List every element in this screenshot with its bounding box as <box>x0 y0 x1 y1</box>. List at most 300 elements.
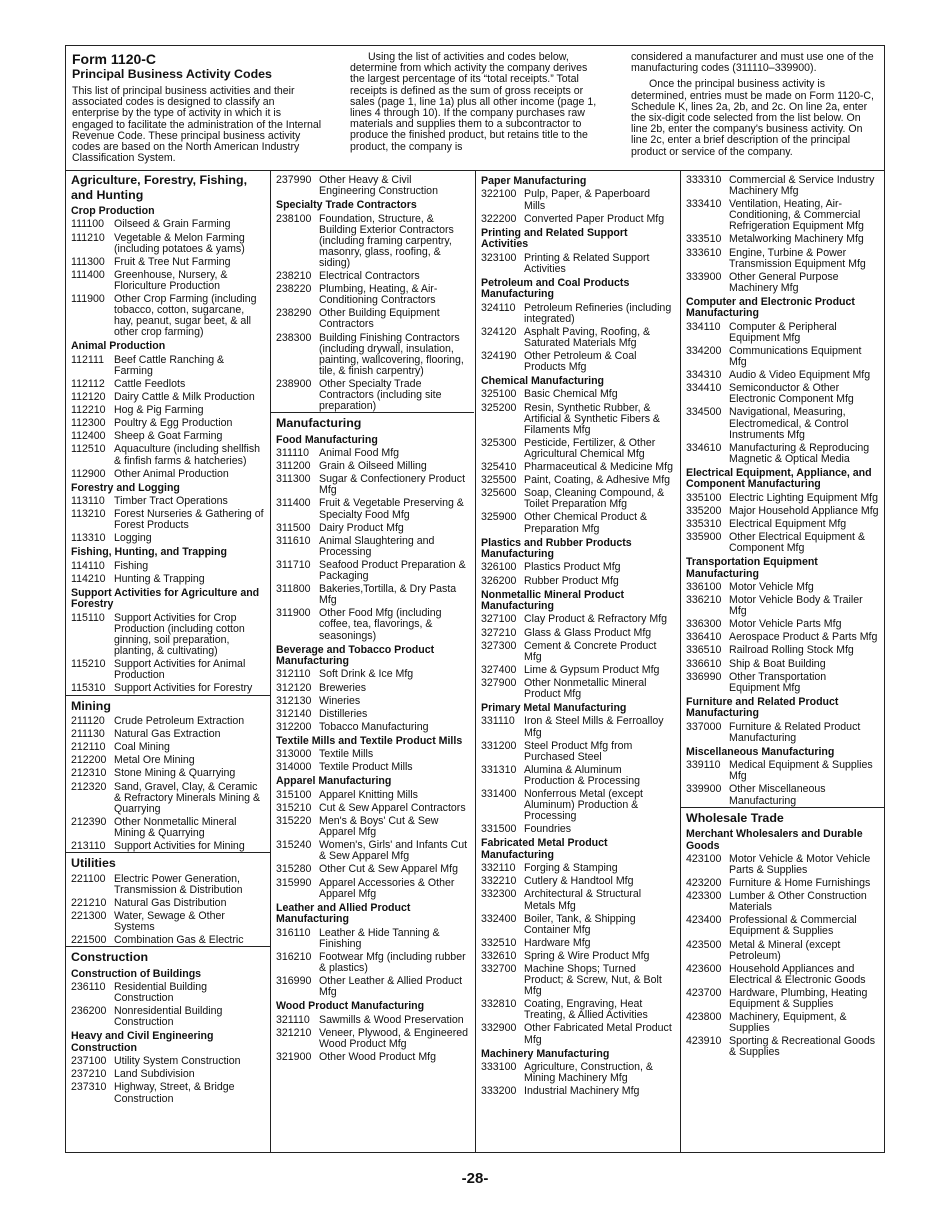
activity-code-row <box>71 716 265 727</box>
activity-code-row <box>481 512 674 534</box>
activity-code-row <box>276 448 469 459</box>
subsector-heading: Fishing, Hunting, and Trapping <box>71 546 227 559</box>
activity-code: 315240 <box>276 839 312 852</box>
activity-code-row <box>71 742 265 753</box>
activity-code-row <box>276 928 469 950</box>
activity-code-row <box>481 665 674 676</box>
activity-code-row <box>71 659 265 681</box>
form-subtitle: Principal Business Activity Codes <box>72 67 272 81</box>
activity-code: 112510 <box>71 443 106 456</box>
activity-description: Cutlery & Handtool Mfg <box>524 875 634 888</box>
activity-code-row <box>481 214 674 225</box>
activity-code-row <box>686 964 879 986</box>
activity-code-row <box>276 1015 469 1026</box>
activity-code-row <box>481 863 674 874</box>
activity-code-row <box>71 729 265 740</box>
activity-code-row <box>481 678 674 700</box>
activity-code-row <box>481 741 674 763</box>
activity-code: 315220 <box>276 815 312 828</box>
activity-code: 311800 <box>276 583 311 596</box>
activity-code-row <box>276 474 469 496</box>
activity-code: 316110 <box>276 926 311 939</box>
activity-code: 333900 <box>686 270 722 283</box>
activity-code: 332610 <box>481 949 517 962</box>
instructions-paragraph: Using the list of activities and codes below, determine from which activity the company derives the largest percentage of its “total receipts.” Total receipts is defined as the sum of gross receipts or sales (page 1, line 1a) plus all other income (page 1, lines 4 through 10). If the company purchases raw materials and supplies them to a subcontractor to produce the finished product, but retains title to the product, the company is <box>350 51 597 153</box>
activity-description: Resin, Synthetic Rubber, & Artificial & Synthetic Fibers & Filaments Mfg <box>524 401 660 436</box>
header-middle <box>350 52 600 153</box>
activity-code-row <box>686 443 879 465</box>
activity-code: 211120 <box>71 715 105 728</box>
activity-description: Other Leather & Allied Product Mfg <box>319 974 463 998</box>
activity-code: 238210 <box>276 270 312 283</box>
activity-description: Highway, Street, & Bridge Construction <box>114 1081 235 1105</box>
activity-code: 313000 <box>276 748 312 761</box>
activity-description: Other Heavy & Civil Engineering Construction <box>319 174 438 198</box>
activity-code-row <box>71 817 265 839</box>
activity-code: 111300 <box>71 255 105 268</box>
activity-code: 335310 <box>686 517 722 530</box>
activity-description: Foundation, Structure, & Building Exterior Contractors (including framing carpentry, masonry, glass, roofing, & siding) <box>319 212 454 269</box>
activity-code: 423600 <box>686 962 722 975</box>
activity-code: 111900 <box>71 292 105 305</box>
activity-code: 211130 <box>71 728 105 741</box>
activity-code-row <box>481 876 674 887</box>
activity-code: 112900 <box>71 467 106 480</box>
activity-description: Animal Slaughtering and Processing <box>319 534 435 558</box>
activity-description: Ventilation, Heating, Air-Conditioning, & Commercial Refrigeration Equipment Mfg <box>729 198 864 233</box>
activity-code-row <box>686 370 879 381</box>
activity-code-row <box>71 469 265 480</box>
activity-code: 316990 <box>276 974 312 987</box>
activity-description: Breweries <box>319 681 367 694</box>
subsector-heading: Chemical Manufacturing <box>481 375 605 388</box>
activity-code: 112300 <box>71 417 106 430</box>
activity-description: Oilseed & Grain Farming <box>114 218 231 231</box>
activity-code-row <box>686 407 879 440</box>
activity-description: Metal & Mineral (except Petroleum) <box>729 938 841 962</box>
activity-code-row <box>276 669 469 680</box>
activity-code-row <box>276 749 469 760</box>
activity-code: 335200 <box>686 504 722 517</box>
activity-code-row <box>686 322 879 344</box>
activity-code-row <box>276 608 469 641</box>
subsector-heading: Heavy and Civil Engineering Construction <box>71 1030 214 1054</box>
activity-code: 237990 <box>276 174 312 186</box>
activity-code: 312130 <box>276 694 312 707</box>
activity-code-row <box>481 1023 674 1045</box>
activity-description: Timber Tract Operations <box>114 495 228 508</box>
activity-code: 331310 <box>481 763 517 776</box>
activity-description: Hardware Mfg <box>524 936 591 949</box>
activity-code-row <box>481 716 674 738</box>
activity-code-row <box>276 864 469 875</box>
activity-code: 423500 <box>686 938 722 951</box>
activity-code-row <box>71 898 265 909</box>
activity-code-row <box>686 532 879 554</box>
activity-description: Sawmills & Wood Preservation <box>319 1013 464 1026</box>
activity-description: Major Household Appliance Mfg <box>729 504 879 517</box>
activity-code: 311710 <box>276 558 311 571</box>
activity-description: Communications Equipment Mfg <box>729 344 862 369</box>
activity-code-row <box>276 379 469 412</box>
activity-description: Ship & Boat Building <box>729 657 826 670</box>
activity-code: 237210 <box>71 1068 107 1081</box>
activity-code-row <box>276 803 469 814</box>
subsector-heading: Merchant Wholesalers and Durable Goods <box>686 828 863 852</box>
activity-description: Machinery, Equipment, & Supplies <box>729 1011 847 1035</box>
activity-code-row <box>71 379 265 390</box>
subsector-heading: Nonmetallic Mineral Product Manufacturing <box>481 588 625 612</box>
activity-code-row <box>481 1086 674 1097</box>
activity-code-row <box>481 389 674 400</box>
activity-code-row <box>481 562 674 573</box>
activity-code-row <box>481 253 674 275</box>
activity-description: Machine Shops; Turned Product; & Screw, Nut, & Bolt Mfg <box>524 962 662 998</box>
subsector-heading: Animal Production <box>71 340 166 353</box>
activity-code-row <box>481 462 674 473</box>
activity-description: Building Finishing Contractors (including drywall, insulation, painting, wallcovering, flooring, tile, & finish carpentry) <box>319 331 464 377</box>
activity-description: Cut & Sew Apparel Contractors <box>319 801 466 814</box>
activity-code-row <box>686 632 879 643</box>
activity-code: 323100 <box>481 251 517 264</box>
activity-code-row <box>71 392 265 403</box>
activity-code-row <box>276 214 469 269</box>
activity-description: Asphalt Paving, Roofing, & Saturated Materials Mfg <box>524 325 651 349</box>
activity-code: 311300 <box>276 473 311 486</box>
activity-description: Support Activities for Mining <box>114 839 245 852</box>
activity-code: 334110 <box>686 320 721 333</box>
activity-code: 321110 <box>276 1013 310 1026</box>
activity-code-row <box>686 175 879 197</box>
activity-code: 324190 <box>481 349 517 362</box>
activity-code-row <box>276 175 469 197</box>
activity-code-row <box>276 536 469 558</box>
activity-code-row <box>71 874 265 896</box>
activity-code-row <box>71 574 265 585</box>
activity-code-row <box>481 403 674 436</box>
activity-code-row <box>276 271 469 282</box>
activity-description: Crude Petroleum Extraction <box>114 715 245 728</box>
activity-description: Beef Cattle Ranching & Farming <box>114 353 225 377</box>
activity-code-row <box>276 840 469 862</box>
activity-description: Steel Product Mfg from Purchased Steel <box>524 739 633 763</box>
activity-description: Electrical Contractors <box>319 270 420 283</box>
activity-code-row <box>71 1082 265 1104</box>
activity-code-row <box>686 346 879 368</box>
activity-code-row <box>71 1006 265 1028</box>
activity-code-row <box>481 189 674 211</box>
activity-description: Hunting & Trapping <box>114 572 205 585</box>
activity-code: 111400 <box>71 268 105 281</box>
activity-code: 212390 <box>71 815 107 828</box>
activity-code: 327400 <box>481 663 517 676</box>
activity-code: 333610 <box>686 246 722 259</box>
activity-description: Architectural & Structural Metals Mfg <box>524 888 642 912</box>
activity-code-row <box>686 940 879 962</box>
activity-code: 336610 <box>686 657 722 670</box>
activity-code-row <box>686 234 879 245</box>
header-right <box>631 52 879 158</box>
activity-code: 322200 <box>481 212 517 225</box>
code-column-1 <box>66 171 270 1153</box>
activity-description: Stone Mining & Quarrying <box>114 767 236 780</box>
activity-code: 335900 <box>686 530 722 543</box>
subsector-heading: Crop Production <box>71 205 155 217</box>
activity-code: 238100 <box>276 212 312 225</box>
activity-code: 325100 <box>481 388 517 401</box>
subsector-heading: Wood Product Manufacturing <box>276 1000 425 1013</box>
activity-code-row <box>71 1069 265 1080</box>
activity-code-row <box>686 506 879 517</box>
activity-code: 333100 <box>481 1061 517 1074</box>
activity-code-row <box>276 790 469 801</box>
activity-description: Distilleries <box>319 707 368 720</box>
activity-code-row <box>71 233 265 255</box>
activity-code-row <box>71 431 265 442</box>
sector-heading: Mining <box>66 695 270 715</box>
activity-code: 212310 <box>71 767 107 780</box>
page-number: -28- <box>461 1170 489 1187</box>
activity-code-row <box>481 789 674 822</box>
activity-code: 423200 <box>686 877 722 890</box>
activity-code: 333200 <box>481 1085 517 1098</box>
activity-code-row <box>276 816 469 838</box>
activity-description: Textile Product Mills <box>319 761 413 774</box>
activity-code: 115310 <box>71 682 106 695</box>
activity-code: 332900 <box>481 1022 517 1035</box>
activity-description: Spring & Wire Product Mfg <box>524 949 650 962</box>
activity-code: 112112 <box>71 377 105 390</box>
activity-code: 213110 <box>71 839 106 852</box>
activity-code-row <box>481 889 674 911</box>
activity-code: 333510 <box>686 233 722 246</box>
activity-code-row <box>481 488 674 510</box>
subsector-heading: Electrical Equipment, Appliance, and Component Manufacturing <box>686 466 872 491</box>
activity-description: Medical Equipment & Supplies Mfg <box>729 759 873 783</box>
activity-code: 331200 <box>481 739 517 752</box>
activity-description: Men's & Boys' Cut & Sew Apparel Mfg <box>319 815 439 839</box>
activity-description: Fruit & Vegetable Preserving & Specialty Food Mfg <box>319 497 464 521</box>
activity-code: 212200 <box>71 754 107 767</box>
activity-code: 334500 <box>686 406 722 419</box>
activity-description: Railroad Rolling Stock Mfg <box>729 644 854 657</box>
activity-description: Poultry & Egg Production <box>114 417 233 430</box>
activity-description: Other Transportation Equipment Mfg <box>729 670 827 694</box>
activity-description: Basic Chemical Mfg <box>524 388 618 401</box>
activity-code-row <box>481 964 674 997</box>
activity-code-row <box>71 613 265 657</box>
subsector-heading: Forestry and Logging <box>71 481 180 494</box>
activity-description: Nonferrous Metal (except Aluminum) Production & Processing <box>524 788 643 823</box>
activity-code-row <box>686 272 879 294</box>
activity-code: 114110 <box>71 559 105 572</box>
activity-code: 212110 <box>71 741 106 754</box>
activity-code: 221100 <box>71 872 106 885</box>
activity-description: Semiconductor & Other Electronic Component Mfg <box>729 382 854 406</box>
activity-code-row <box>71 509 265 531</box>
activity-description: Boiler, Tank, & Shipping Container Mfg <box>524 912 636 936</box>
activity-code: 423800 <box>686 1011 722 1024</box>
activity-code: 236200 <box>71 1005 107 1018</box>
activity-description: Nonresidential Building Construction <box>114 1005 223 1029</box>
activity-code: 334410 <box>686 382 722 395</box>
activity-code: 324120 <box>481 325 517 338</box>
subsector-heading: Plastics and Rubber Products Manufacturing <box>481 536 632 560</box>
code-columns <box>66 171 884 1153</box>
activity-description: Animal Food Mfg <box>319 447 400 460</box>
activity-description: Support Activities for Crop Production (including cotton ginning, soil preparation, planting, & cultivating) <box>114 611 245 658</box>
activity-description: Iron & Steel Mills & Ferroalloy Mfg <box>524 715 664 739</box>
activity-code: 332510 <box>481 936 517 949</box>
activity-code: 327210 <box>481 626 517 639</box>
activity-code-row <box>276 1028 469 1050</box>
activity-code-row <box>276 333 469 377</box>
activity-code: 221500 <box>71 934 107 947</box>
activity-description: Cement & Concrete Product Mfg <box>524 639 657 663</box>
subsector-heading: Printing and Related Support Activities <box>481 226 628 251</box>
subsector-heading: Support Activities for Agriculture and Forestry <box>71 587 260 611</box>
activity-description: Electric Lighting Equipment Mfg <box>729 491 878 504</box>
activity-description: Dairy Product Mfg <box>319 521 404 534</box>
activity-code: 325200 <box>481 401 517 414</box>
activity-code-row <box>71 355 265 377</box>
activity-description: Other Food Mfg (including coffee, tea, flavorings, & seasonings) <box>319 607 442 642</box>
activity-code-row <box>481 999 674 1021</box>
activity-code-row <box>276 560 469 582</box>
activity-description: Water, Sewage & Other Systems <box>114 909 225 933</box>
activity-code-row <box>686 878 879 889</box>
activity-description: Utility System Construction <box>114 1055 241 1068</box>
activity-code-row <box>71 911 265 933</box>
sector-heading: Construction <box>66 946 270 966</box>
activity-code: 332400 <box>481 912 517 925</box>
activity-code-row <box>71 561 265 572</box>
intro-paragraph: This list of principal business activities and their associated codes is designed to classify an enterprise by the type of activity in which it is engaged to facilitate the administration of the Internal Revenue Code. These principal business activity codes are based on the North American Industry Classification System. <box>72 85 322 165</box>
activity-description: Forging & Stamping <box>524 862 618 875</box>
activity-code: 332810 <box>481 998 517 1011</box>
activity-code: 327300 <box>481 639 517 652</box>
activity-code-row <box>276 498 469 520</box>
activity-description: Seafood Product Preparation & Packaging <box>319 558 466 583</box>
activity-description: Forest Nurseries & Gathering of Forest Products <box>114 508 264 532</box>
activity-code: 321900 <box>276 1050 312 1063</box>
activity-code-row <box>686 891 879 913</box>
activity-code: 324110 <box>481 301 516 314</box>
subsector-heading: Computer and Electronic Product Manufacturing <box>686 295 855 320</box>
activity-code: 336300 <box>686 618 722 631</box>
activity-code-row <box>71 683 265 694</box>
activity-code: 336990 <box>686 670 722 683</box>
activity-description: Aerospace Product & Parts Mfg <box>729 631 878 644</box>
activity-description: Rubber Product Mfg <box>524 574 619 587</box>
subsector-heading: Transportation Equipment Manufacturing <box>686 556 818 580</box>
activity-code: 312200 <box>276 720 312 733</box>
activity-description: Land Subdivision <box>114 1068 195 1081</box>
activity-code: 325500 <box>481 474 517 487</box>
subsector-heading: Apparel Manufacturing <box>276 775 392 788</box>
activity-code: 333410 <box>686 198 722 211</box>
activity-code-row <box>481 351 674 373</box>
activity-description: Manufacturing & Reproducing Magnetic & Optical Media <box>729 441 870 465</box>
activity-code-row <box>481 614 674 625</box>
activity-description: Plastics Product Mfg <box>524 561 621 574</box>
activity-code-row <box>686 519 879 530</box>
activity-code: 312140 <box>276 707 312 720</box>
activity-code: 311610 <box>276 534 311 547</box>
activity-code-row <box>481 938 674 949</box>
activity-code-row <box>71 841 265 852</box>
activity-code-row <box>71 405 265 416</box>
subsector-heading: Miscellaneous Manufacturing <box>686 745 835 758</box>
activity-code: 113310 <box>71 532 106 545</box>
activity-description: Other Miscellaneous Manufacturing <box>729 783 826 807</box>
activity-code: 314000 <box>276 761 312 774</box>
activity-code-row <box>71 418 265 429</box>
activity-code: 113110 <box>71 495 105 508</box>
activity-description: Combination Gas & Electric <box>114 934 244 947</box>
activity-description: Support Activities for Forestry <box>114 682 253 695</box>
activity-code-row <box>481 475 674 486</box>
activity-description: Sand, Gravel, Clay, & Ceramic & Refractory Minerals Mining & Quarrying <box>114 780 261 815</box>
activity-code: 237100 <box>71 1055 107 1068</box>
activity-code: 423700 <box>686 986 722 999</box>
activity-code-row <box>276 709 469 720</box>
activity-code-row <box>481 1062 674 1084</box>
activity-description: Pulp, Paper, & Paperboard Mills <box>524 188 651 212</box>
activity-code: 334200 <box>686 344 722 357</box>
activity-description: Fruit & Tree Nut Farming <box>114 255 231 268</box>
activity-description: Hardware, Plumbing, Heating Equipment & Supplies <box>729 986 868 1011</box>
activity-description: Other Fabricated Metal Product Mfg <box>524 1022 672 1046</box>
activity-code: 237310 <box>71 1081 107 1094</box>
activity-description: Electrical Equipment Mfg <box>729 517 847 530</box>
activity-code: 331400 <box>481 788 517 801</box>
activity-code: 312110 <box>276 668 311 681</box>
activity-code: 311110 <box>276 447 309 460</box>
activity-code: 112210 <box>71 404 106 417</box>
activity-code: 339110 <box>686 759 721 772</box>
activity-code-row <box>481 327 674 349</box>
activity-description: Plumbing, Heating, & Air-Conditioning Contractors <box>319 283 438 307</box>
activity-description: Other Chemical Product & Preparation Mfg <box>524 511 648 535</box>
activity-code: 337000 <box>686 720 722 733</box>
activity-description: Navigational, Measuring, Electromedical, & Control Instruments Mfg <box>729 406 849 441</box>
activity-description: Computer & Peripheral Equipment Mfg <box>729 320 837 344</box>
activity-code-row <box>71 496 265 507</box>
activity-description: Grain & Oilseed Milling <box>319 460 427 473</box>
activity-description: Residential Building Construction <box>114 981 208 1005</box>
activity-description: Other Specialty Trade Contractors (including site preparation) <box>319 377 442 413</box>
activity-code: 326200 <box>481 574 517 587</box>
activity-code: 335100 <box>686 491 722 504</box>
activity-code-row <box>71 982 265 1004</box>
activity-code: 315280 <box>276 863 312 876</box>
activity-description: Other Nonmetallic Mineral Product Mfg <box>524 676 647 700</box>
activity-code-row <box>276 461 469 472</box>
form-title: Form 1120-C <box>72 51 157 67</box>
activity-code: 321210 <box>276 1026 312 1039</box>
activity-description: Women's, Girls' and Infants Cut & Sew Apparel Mfg <box>319 839 468 863</box>
sector-heading: Agriculture, Forestry, Fishing, and Hunting <box>71 173 248 202</box>
activity-code: 112120 <box>71 391 106 404</box>
form-header <box>66 46 884 171</box>
activity-code: 312120 <box>276 681 312 694</box>
sector-heading: Manufacturing <box>271 412 474 432</box>
activity-description: Coal Mining <box>114 741 170 754</box>
activity-description: Printing & Related Support Activities <box>524 251 650 275</box>
activity-description: Natural Gas Extraction <box>114 728 221 741</box>
activity-code-row <box>276 308 469 330</box>
